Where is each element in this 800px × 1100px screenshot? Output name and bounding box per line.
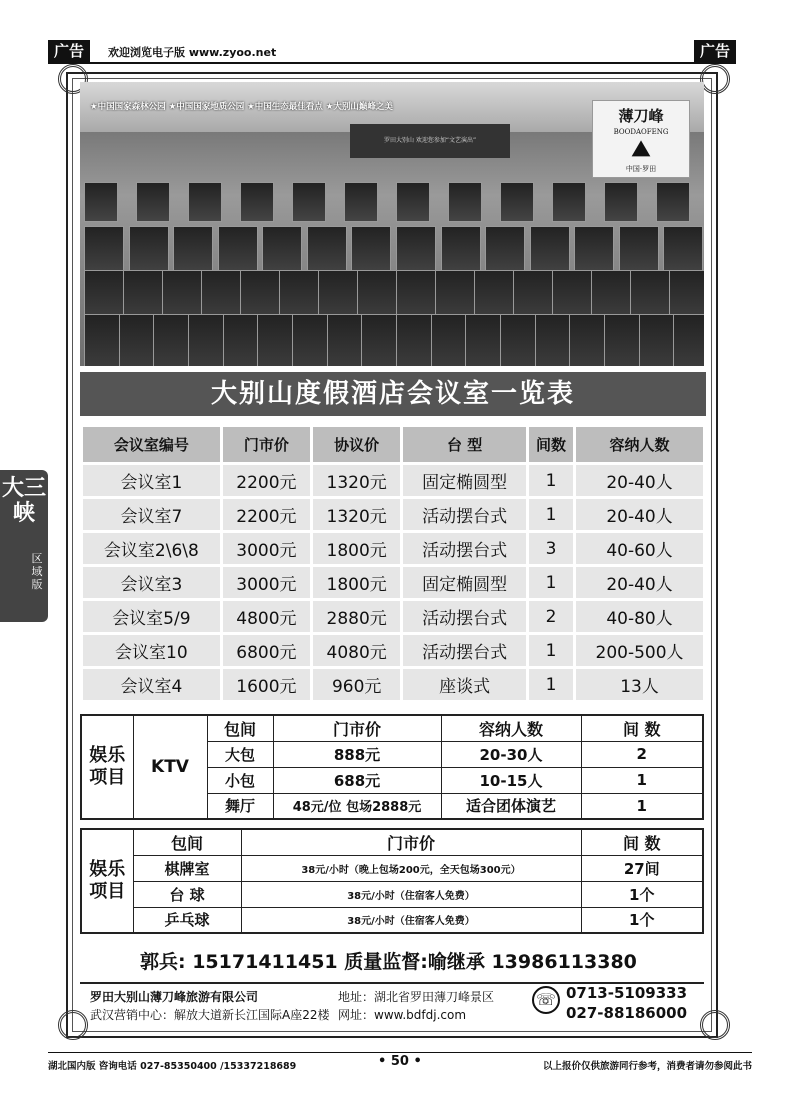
cell: 2: [527, 600, 574, 634]
cell: 1: [527, 464, 574, 498]
cell: 20-40人: [575, 566, 705, 600]
cell: 大包: [207, 741, 273, 767]
cell: 舞厅: [207, 793, 273, 819]
col-header: 容纳人数: [441, 715, 581, 741]
cell: 会议室2\6\8: [82, 532, 222, 566]
cell: 20-30人: [441, 741, 581, 767]
cell: 1: [527, 498, 574, 532]
website: 网址：www.bdfdj.com: [338, 1008, 467, 1022]
cell: 200-500人: [575, 634, 705, 668]
cell: 固定椭圆型: [402, 464, 528, 498]
cell: 20-40人: [575, 464, 705, 498]
cell: 1: [581, 767, 703, 793]
mountain-icon: ⛰: [631, 136, 651, 162]
stage-banner: 罗田大别山 欢迎您参加“文艺演出”: [350, 124, 510, 158]
cell: 2200元: [221, 464, 311, 498]
phone-number-2: 027-88186000: [566, 1004, 688, 1022]
chair: [656, 182, 690, 222]
chair: [344, 182, 378, 222]
table-row: [81, 855, 703, 881]
cell: 1800元: [312, 532, 402, 566]
phone-icon: ☏: [532, 986, 560, 1014]
cell: 6800元: [221, 634, 311, 668]
entertainment-label: 娱乐项目: [81, 829, 133, 933]
footer-disclaimer: 以上报价仅供旅游同行参考，消费者请勿参阅此书: [542, 1061, 752, 1072]
cell: 1320元: [312, 464, 402, 498]
cell: 1: [581, 793, 703, 819]
page-title: 大别山度假酒店会议室一览表: [80, 372, 706, 416]
ad-tag-right: 广告: [694, 40, 736, 62]
cell: 台 球: [133, 881, 241, 907]
cell: 40-60人: [575, 532, 705, 566]
chair-rows: [80, 182, 704, 366]
side-tab-subtitle: 区域版: [31, 552, 43, 591]
frame-corner-ornament: [700, 1010, 730, 1040]
page-number: • 50 •: [378, 1054, 422, 1069]
chair: [396, 182, 430, 222]
ad-tag-left: 广告: [48, 40, 90, 62]
entertainment-table-games: [80, 828, 704, 934]
cell: 1320元: [312, 498, 402, 532]
col-header: 间 数: [581, 829, 703, 855]
col-header: 间 数: [581, 715, 703, 741]
entertainment-table-ktv: [80, 714, 704, 820]
chair: [262, 226, 302, 276]
cell: 棋牌室: [133, 855, 241, 881]
cell: 2880元: [312, 600, 402, 634]
chair: [351, 226, 391, 276]
region-side-tab: [0, 470, 48, 622]
cell: 会议室5/9: [82, 600, 222, 634]
table-row: [82, 634, 705, 668]
chair: [552, 182, 586, 222]
table-row: [82, 600, 705, 634]
col-header: 协议价: [312, 426, 402, 464]
col-header: 门市价: [273, 715, 441, 741]
cell: 1: [527, 566, 574, 600]
cell: 20-40人: [575, 498, 705, 532]
cell: 2: [581, 741, 703, 767]
conference-hall-photo: [80, 82, 704, 366]
company-name: 罗田大别山薄刀峰旅游有限公司: [90, 990, 259, 1004]
logo-sub: BOODAOFENG: [613, 128, 669, 136]
cell: 活动摆台式: [402, 532, 528, 566]
table-row: [81, 907, 703, 933]
chair: [307, 226, 347, 276]
meeting-room-table: [80, 424, 706, 703]
ktv-label: KTV: [133, 715, 207, 819]
chair: [619, 226, 659, 276]
chair: [129, 226, 169, 276]
cell: 888元: [273, 741, 441, 767]
entertainment-label: 娱乐项目: [81, 715, 133, 819]
cell: 座谈式: [402, 668, 528, 702]
chair: [396, 226, 436, 276]
cell: 固定椭圆型: [402, 566, 528, 600]
table-row: [82, 464, 705, 498]
cell: 乒乓球: [133, 907, 241, 933]
table-row: [82, 532, 705, 566]
cell: 3000元: [221, 532, 311, 566]
cell: 1个: [581, 907, 703, 933]
cell: 48元/位 包场2888元: [273, 793, 441, 819]
cell: 40-80人: [575, 600, 705, 634]
chair: [84, 226, 124, 276]
cell: 38元/小时（晚上包场200元，全天包场300元）: [241, 855, 581, 881]
cell: 1个: [581, 881, 703, 907]
cell: 1: [527, 668, 574, 702]
col-header: 门市价: [241, 829, 581, 855]
page-footer: [48, 1052, 752, 1074]
cell: 会议室7: [82, 498, 222, 532]
bodaofeng-logo: [592, 100, 690, 178]
cell: 38元/小时（住宿客人免费）: [241, 907, 581, 933]
chair: [188, 182, 222, 222]
cell: 活动摆台式: [402, 498, 528, 532]
chair: [500, 182, 534, 222]
phone-number-1: 0713-5109333: [566, 984, 688, 1002]
cell: 活动摆台式: [402, 600, 528, 634]
table-row: [82, 668, 705, 702]
logo-title: 薄刀峰: [618, 107, 664, 125]
chair: [663, 226, 703, 276]
table-row: [82, 566, 705, 600]
chair: [84, 182, 118, 222]
welcome-text: 欢迎浏览电子版 www.zyoo.net: [108, 46, 277, 59]
table-row: [82, 498, 705, 532]
table-row: [81, 881, 703, 907]
chair: [530, 226, 570, 276]
cell: 3: [527, 532, 574, 566]
side-tab-title: 大三峡: [1, 475, 46, 526]
chair: [448, 182, 482, 222]
chair: [574, 226, 614, 276]
cell: 4800元: [221, 600, 311, 634]
chair: [173, 226, 213, 276]
logo-place: 中国·罗田: [625, 165, 657, 173]
cell: 2200元: [221, 498, 311, 532]
footer-left: 湖北国内版 咨询电话 027-85350400 /15337218689: [48, 1061, 297, 1072]
cell: 会议室1: [82, 464, 222, 498]
cell: 10-15人: [441, 767, 581, 793]
photo-tagline: ★中国国家森林公园 ★中国国家地质公园 ★中国生态最佳看点 ★大别山巅峰之美: [90, 102, 393, 112]
col-header: 会议室编号: [82, 426, 222, 464]
address: 地址：湖北省罗田薄刀峰景区: [338, 990, 495, 1004]
cell: 活动摆台式: [402, 634, 528, 668]
col-header: 包间: [133, 829, 241, 855]
cell: 13人: [575, 668, 705, 702]
frame-corner-ornament: [700, 64, 730, 94]
col-header: 包间: [207, 715, 273, 741]
cell: 1600元: [221, 668, 311, 702]
chair: [441, 226, 481, 276]
col-header: 间数: [527, 426, 574, 464]
cell: 38元/小时（住宿客人免费）: [241, 881, 581, 907]
cell: 27间: [581, 855, 703, 881]
cell: 1800元: [312, 566, 402, 600]
col-header: 门市价: [221, 426, 311, 464]
chair: [240, 182, 274, 222]
chair: [218, 226, 258, 276]
chair: [136, 182, 170, 222]
marketing-office: 武汉营销中心：解放大道新长江国际A座22楼: [90, 1008, 330, 1022]
cell: 3000元: [221, 566, 311, 600]
chair: [485, 226, 525, 276]
cell: 会议室10: [82, 634, 222, 668]
col-header: 台 型: [402, 426, 528, 464]
chair: [673, 314, 704, 366]
cell: 小包: [207, 767, 273, 793]
cell: 适合团体演艺: [441, 793, 581, 819]
cell: 688元: [273, 767, 441, 793]
top-bar: [48, 40, 736, 64]
cell: 1: [527, 634, 574, 668]
col-header: 容纳人数: [575, 426, 705, 464]
cell: 会议室3: [82, 566, 222, 600]
chair: [292, 182, 326, 222]
cell: 会议室4: [82, 668, 222, 702]
company-info: [80, 982, 704, 1026]
contact-line: 郭兵: 15171411451 质量监督:喻继承 13986113380: [140, 951, 637, 973]
chair: [604, 182, 638, 222]
cell: 4080元: [312, 634, 402, 668]
cell: 960元: [312, 668, 402, 702]
